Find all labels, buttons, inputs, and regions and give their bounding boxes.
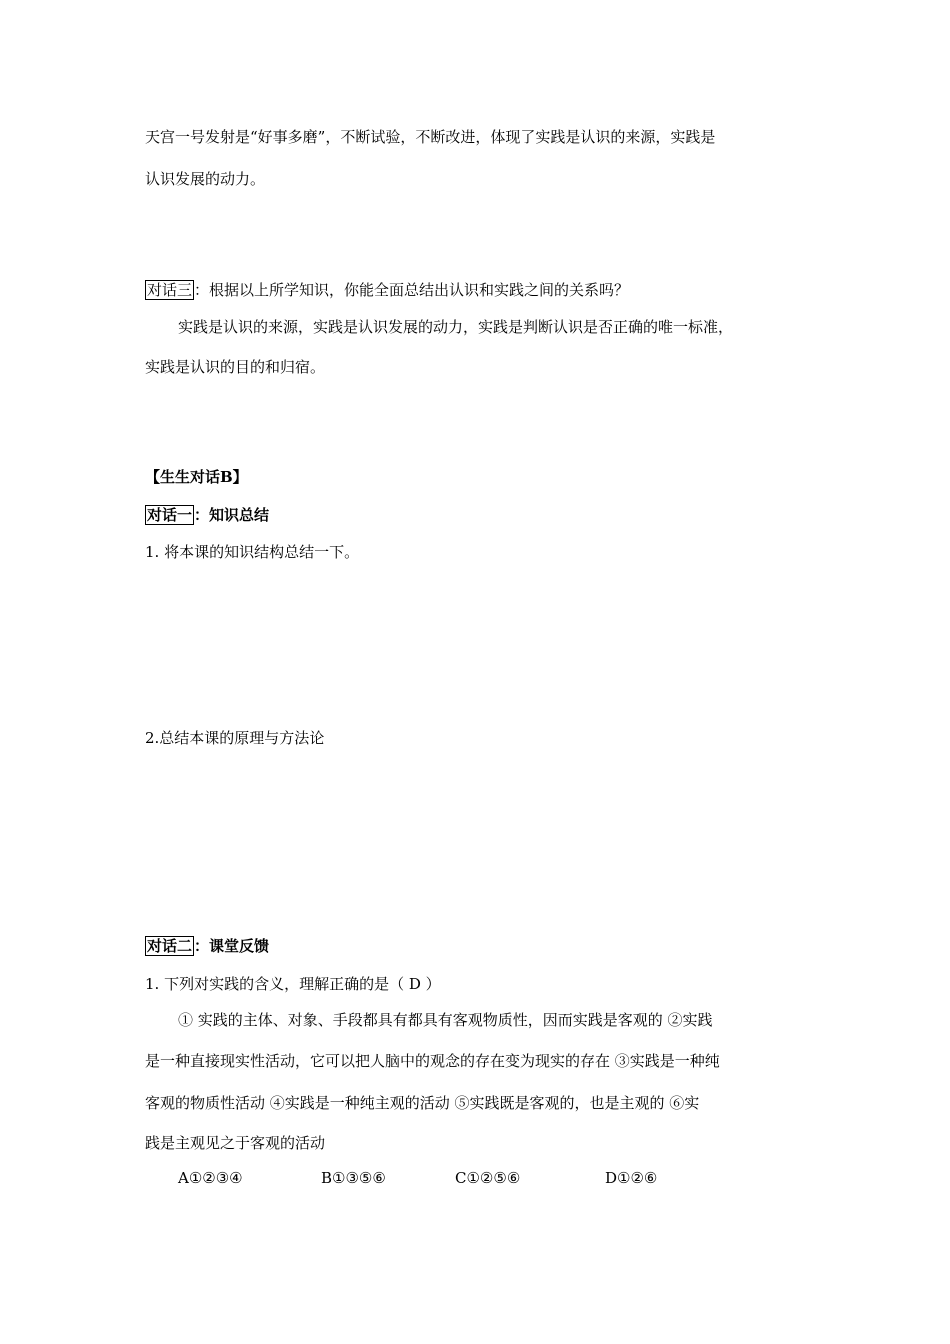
dialog-title: ：知识总结 xyxy=(194,506,270,524)
question-text: ：根据以上所学知识，你能全面总结出认识和实践之间的关系吗？ xyxy=(194,281,630,299)
dialog-one-heading xyxy=(145,505,269,525)
answer-option-d: D①②⑥ xyxy=(605,1169,658,1187)
answer-line: 实践是认识的目的和归宿。 xyxy=(145,358,326,376)
answer-option-c: C①②⑤⑥ xyxy=(455,1169,521,1187)
dialog-label-box: 对话二 xyxy=(147,937,193,955)
dialog-three-question xyxy=(145,280,629,300)
question-text-line: 客观的物质性活动 ④实践是一种纯主观的活动 ⑤实践既是客观的，也是主观的 ⑥实 xyxy=(145,1094,700,1112)
question-text-line: 践是主观见之于客观的活动 xyxy=(145,1134,326,1152)
question-stem: 1. 下列对实践的含义，理解正确的是（ D ） xyxy=(145,975,441,993)
question-text-line: ① 实践的主体、对象、手段都具有都具有客观物质性，因而实践是客观的 ②实践 xyxy=(178,1011,713,1029)
answer-line: 实践是认识的来源，实践是认识发展的动力，实践是判断认识是否正确的唯一标准， xyxy=(178,318,734,336)
answer-option-a: A①②③④ xyxy=(178,1169,243,1187)
list-item: 1. 将本课的知识结构总结一下。 xyxy=(145,543,360,561)
dialog-title: ：课堂反馈 xyxy=(194,937,270,955)
paragraph-line: 天宫一号发射是“好事多磨”，不断试验，不断改进，体现了实践是认识的来源，实践是 xyxy=(145,128,716,146)
dialog-label-box: 对话一 xyxy=(147,506,193,524)
dialog-two-heading xyxy=(145,936,269,956)
question-text-line: 是一种直接现实性活动，它可以把人脑中的观念的存在变为现实的存在 ③实践是一种纯 xyxy=(145,1052,720,1070)
dialog-label-box: 对话三 xyxy=(147,281,193,299)
answer-option-b: B①③⑤⑥ xyxy=(321,1169,386,1187)
paragraph-line: 认识发展的动力。 xyxy=(145,170,266,188)
list-item: 2.总结本课的原理与方法论 xyxy=(145,729,325,747)
section-heading: 【生生对话B】 xyxy=(145,468,248,486)
